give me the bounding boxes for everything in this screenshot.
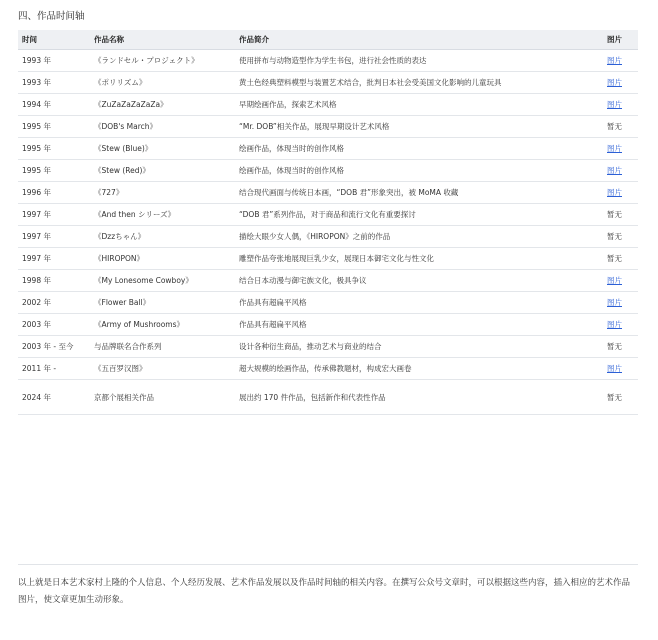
description-cell: 早期绘画作品，探索艺术风格: [235, 94, 603, 116]
table-row: [18, 380, 638, 415]
description-cell: 黄土色经典塑料模型与装置艺术结合，批判日本社会受美国文化影响的儿童玩具: [235, 72, 603, 94]
title-cell: 《HIROPON》: [90, 248, 235, 270]
table-row: [18, 94, 638, 116]
table-header-row: [18, 30, 638, 50]
title-cell: 《My Lonesome Cowboy》: [90, 270, 235, 292]
table-row: [18, 72, 638, 94]
title-cell: 《And then シリーズ》: [90, 204, 235, 226]
title-cell: 《五百罗汉图》: [90, 358, 235, 380]
year-cell: 2003 年 - 至今: [18, 336, 90, 358]
image-link[interactable]: 图片: [603, 270, 638, 292]
year-cell: 1995 年: [18, 116, 90, 138]
table-row: [18, 358, 638, 380]
year-cell: 1993 年: [18, 50, 90, 72]
image-status: 暂无: [603, 380, 638, 415]
description-cell: 展出约 170 件作品，包括新作和代表性作品: [235, 380, 603, 415]
description-cell: 作品具有超扁平风格: [235, 314, 603, 336]
table-row: [18, 182, 638, 204]
year-cell: 1998 年: [18, 270, 90, 292]
title-cell: 《727》: [90, 182, 235, 204]
table-row: [18, 314, 638, 336]
year-cell: 1997 年: [18, 204, 90, 226]
year-cell: 1995 年: [18, 160, 90, 182]
description-cell: 雕塑作品夸张地展现巨乳少女，展现日本御宅文化与性文化: [235, 248, 603, 270]
table-body: [18, 50, 638, 415]
description-cell: 结合现代画面与传统日本画，“DOB 君”形象突出，被 MoMA 收藏: [235, 182, 603, 204]
year-cell: 2011 年 -: [18, 358, 90, 380]
title-cell: 京都个展相关作品: [90, 380, 235, 415]
image-link[interactable]: 图片: [603, 94, 638, 116]
title-cell: 《Stew (Red)》: [90, 160, 235, 182]
title-cell: 《Army of Mushrooms》: [90, 314, 235, 336]
divider: [18, 564, 638, 565]
image-link[interactable]: 图片: [603, 50, 638, 72]
year-cell: 2002 年: [18, 292, 90, 314]
table-row: [18, 160, 638, 182]
image-status: 暂无: [603, 336, 638, 358]
image-link[interactable]: 图片: [603, 160, 638, 182]
description-cell: 绘画作品，体现当时的创作风格: [235, 160, 603, 182]
image-link[interactable]: 图片: [603, 314, 638, 336]
table-row: [18, 292, 638, 314]
title-cell: 《Stew (Blue)》: [90, 138, 235, 160]
year-cell: 1996 年: [18, 182, 90, 204]
year-cell: 1997 年: [18, 248, 90, 270]
timeline-table: [18, 30, 638, 415]
year-cell: 2024 年: [18, 380, 90, 415]
header-image: 图片: [603, 30, 638, 50]
year-cell: 1994 年: [18, 94, 90, 116]
header-year: 时间: [18, 30, 90, 50]
image-status: 暂无: [603, 204, 638, 226]
table-row: [18, 248, 638, 270]
description-cell: 使用拼布与动物造型作为学生书包，进行社会性质的表达: [235, 50, 603, 72]
title-cell: 《Dzzちゃん》: [90, 226, 235, 248]
title-cell: 《ポリリズム》: [90, 72, 235, 94]
table-row: [18, 336, 638, 358]
year-cell: 1995 年: [18, 138, 90, 160]
footer-paragraph: 以上就是日本艺术家村上隆的个人信息、个人经历发展、艺术作品发展以及作品时间轴的相关内容。在撰写公众号文章时，可以根据这些内容，插入相应的艺术作品图片，使文章更加生动形象。: [18, 578, 631, 605]
year-cell: 2003 年: [18, 314, 90, 336]
table-row: [18, 50, 638, 72]
description-cell: 绘画作品，体现当时的创作风格: [235, 138, 603, 160]
description-cell: 作品具有超扁平风格: [235, 292, 603, 314]
description-cell: “Mr. DOB”相关作品，展现早期设计艺术风格: [235, 116, 603, 138]
image-link[interactable]: 图片: [603, 182, 638, 204]
image-link[interactable]: 图片: [603, 72, 638, 94]
image-link[interactable]: 图片: [603, 292, 638, 314]
table-row: [18, 204, 638, 226]
description-cell: “DOB 君”系列作品，对于商品和流行文化有重要探讨: [235, 204, 603, 226]
table-row: [18, 270, 638, 292]
image-status: 暂无: [603, 116, 638, 138]
description-cell: 设计各种衍生商品，推动艺术与商业的结合: [235, 336, 603, 358]
image-link[interactable]: 图片: [603, 358, 638, 380]
title-cell: 《DOB's March》: [90, 116, 235, 138]
description-cell: 结合日本动漫与御宅族文化，极具争议: [235, 270, 603, 292]
title-cell: 《Flower Ball》: [90, 292, 235, 314]
title-cell: 与品牌联名合作系列: [90, 336, 235, 358]
year-cell: 1997 年: [18, 226, 90, 248]
year-cell: 1993 年: [18, 72, 90, 94]
description-cell: 描绘大眼少女人偶，《HIROPON》之前的作品: [235, 226, 603, 248]
description-cell: 超大规模的绘画作品，传承佛教题材，构成宏大画卷: [235, 358, 603, 380]
section-heading: 四、作品时间轴: [18, 11, 85, 22]
title-cell: 《ZuZaZaZaZaZa》: [90, 94, 235, 116]
image-status: 暂无: [603, 248, 638, 270]
image-status: 暂无: [603, 226, 638, 248]
timeline-table-container: [18, 30, 638, 415]
header-description: 作品简介: [235, 30, 603, 50]
title-cell: 《ランドセル・プロジェクト》: [90, 50, 235, 72]
header-title: 作品名称: [90, 30, 235, 50]
table-row: [18, 226, 638, 248]
image-link[interactable]: 图片: [603, 138, 638, 160]
table-row: [18, 138, 638, 160]
table-row: [18, 116, 638, 138]
